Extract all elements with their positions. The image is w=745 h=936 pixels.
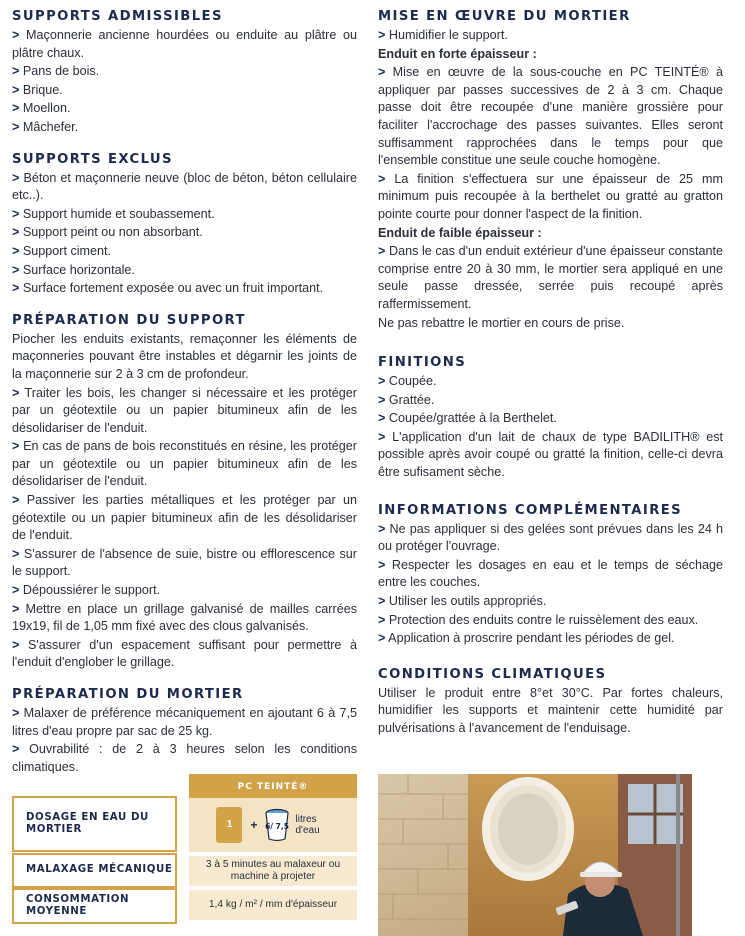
paragraph: Utiliser le produit entre 8°et 30°C. Par fortes chaleurs, humidifier les supports et maintenir cette humidité par pulvérisations à l'avancement de l'enduisage.	[378, 685, 723, 735]
section-title: SUPPORTS EXCLUS	[12, 151, 173, 167]
list-item: > L'application d'un lait de chaux de type BADILITH® est possible après avoir coupé ou gratté la finition, celle-ci devra être sufisament sèche.	[378, 429, 723, 480]
section-title: PRÉPARATION DU SUPPORT	[12, 312, 246, 328]
list-item: > Brique.	[12, 82, 63, 97]
list-item: > Mettre en place un grillage galvanisé de mailles carrées 19x19, fil de 1,05 mm fixé avec des clous galvanisés.	[12, 601, 357, 634]
water-bucket-icon	[264, 808, 290, 842]
table-row-label-malaxage: MALAXAGE MÉCANIQUE	[12, 853, 177, 888]
section-title: CONDITIONS CLIMATIQUES	[378, 666, 607, 682]
list-item: > La finition s'effectuera sur une épaisseur de 25 mm minimum puis recoupée à la berthelet ou gratté au gratton pointe courte pour donner l'aspect de la finition.	[378, 171, 724, 221]
section-preparation-mortier	[12, 686, 357, 776]
list-item: > Support ciment.	[12, 243, 112, 258]
list-item: > Béton et maçonnerie neuve (bloc de béton, béton cellulaire etc..).	[12, 170, 358, 203]
section-title: FINITIONS	[378, 355, 467, 371]
list-item: > Malaxer de préférence mécaniquement en ajoutant 6 à 7,5 litres d'eau propre par sac de 25 kg.	[12, 706, 358, 738]
section-informations	[378, 502, 723, 648]
paragraph: Piocher les enduits existants, remaçonner les éléments de maçonneries pouvant être instables et dégarnir les joints de la maçonnerie sur 2 à 3 cm de profondeur.	[12, 331, 357, 381]
list-item: > En cas de pans de bois reconstitués en résine, les protéger par un géotextile ou un papier bitumineux afin de les désolidariser de l'enduit.	[12, 439, 358, 489]
section-supports-admissibles	[12, 8, 357, 137]
list-item: > Passiver les parties métalliques et les protéger par un géotextile ou un papier bitumineux afin de les désolidariser de l'enduit.	[12, 493, 357, 543]
section-finitions	[378, 354, 723, 482]
bag-icon: 1	[216, 807, 242, 843]
list-item: > Humidifier le support.	[378, 28, 508, 42]
list-item: > Dépoussiérer le support.	[12, 583, 161, 598]
section-title: SUPPORTS ADMISSIBLES	[12, 9, 223, 24]
table-cell-consommation: 1,4 kg / m² / mm d'épaisseur	[189, 890, 357, 920]
water-amount: 6/ 7,5	[264, 822, 289, 831]
list-item: > Pans de bois.	[12, 64, 100, 79]
list-item: > Maçonnerie ancienne hourdées ou enduite au plâtre ou plâtre chaux.	[12, 28, 357, 60]
section-preparation-support	[12, 312, 357, 672]
table-cell-malaxage: 3 à 5 minutes au malaxeur ou machine à projeter	[189, 856, 357, 886]
worker-photo	[378, 774, 692, 936]
list-item: > Surface horizontale.	[12, 262, 135, 277]
list-item: > Traiter les bois, les changer si nécessaire et les protéger par un géotextile ou un papier bitumineux afin de les désolidariser de l'enduit.	[12, 385, 357, 435]
list-item: > Support peint ou non absorbant.	[12, 225, 203, 240]
list-item: > Protection des enduits contre le ruissèlement des eaux.	[378, 612, 699, 627]
section-title: MISE EN ŒUVRE DU MORTIER	[378, 9, 631, 24]
right-column	[378, 8, 723, 752]
table-cell-dosage	[189, 798, 357, 852]
list-item: > Utiliser les outils appropriés.	[378, 594, 547, 609]
table-row-label-consommation: CONSOMMATION MOYENNE	[12, 888, 177, 924]
list-item: > S'assurer d'un espacement suffisant pour permettre à l'enduit d'englober le grillage.	[12, 637, 357, 670]
list-item: > S'assurer de l'absence de suie, bistre ou efflorescence sur le support.	[12, 546, 358, 579]
list-item: > Ouvrabilité : de 2 à 3 heures selon les conditions climatiques.	[12, 742, 357, 774]
list-item: > Application à proscrire pendant les périodes de gel.	[378, 631, 675, 646]
section-mise-en-oeuvre	[378, 8, 723, 332]
photo-illustration	[378, 774, 692, 936]
list-item: > Coupée.	[378, 374, 437, 389]
list-item: > Respecter les dosages en eau et le temps de séchage entre les couches.	[378, 557, 724, 590]
section-conditions	[378, 666, 723, 738]
section-title: INFORMATIONS COMPLÉMENTAIRES	[378, 502, 683, 518]
list-item: > Coupée/grattée à la Berthelet.	[378, 411, 557, 426]
section-title: PRÉPARATION DU MORTIER	[12, 687, 244, 702]
paragraph: Ne pas rebattre le mortier en cours de prise.	[378, 315, 625, 330]
plus-icon: +	[250, 817, 258, 832]
left-column	[12, 8, 357, 790]
list-item: > Support humide et soubassement.	[12, 206, 215, 221]
subheading: Enduit de faible épaisseur :	[378, 225, 542, 240]
list-item: > Dans le cas d'un enduit extérieur d'une épaisseur constante comprise entre 20 à 30 mm, le mortier sera appliqué en une seule passe dressée, serrée puis recoupé après raffermissement.	[378, 244, 723, 311]
list-item: > Surface fortement exposée ou avec un fruit important.	[12, 281, 324, 296]
subheading: Enduit en forte épaisseur :	[378, 46, 537, 61]
table-header: PC TEINTÉ®	[189, 774, 357, 804]
list-item: > Mâchefer.	[12, 119, 79, 134]
list-item: > Ne pas appliquer si des gelées sont prévues dans les 24 h ou protéger l'ouvrage.	[378, 521, 724, 554]
list-item: > Moellon.	[12, 101, 71, 116]
water-unit: litres d'eau	[295, 814, 320, 836]
list-item: > Grattée.	[378, 392, 435, 407]
section-supports-exclus	[12, 151, 357, 298]
list-item: > Mise en œuvre de la sous-couche en PC TEINTÉ® à appliquer par passes successives de 2 à 3 cm. Chaque passe doit être recoupée d'une manière grossière pour faciliter l'accrochage des passes suivantes. Elles seront suffisamment rapprochées dans le temps pour que l'ensemble constitue une seule couche homogène.	[378, 65, 723, 168]
table-row-label-dosage: DOSAGE EN EAU DU MORTIER	[12, 796, 177, 852]
